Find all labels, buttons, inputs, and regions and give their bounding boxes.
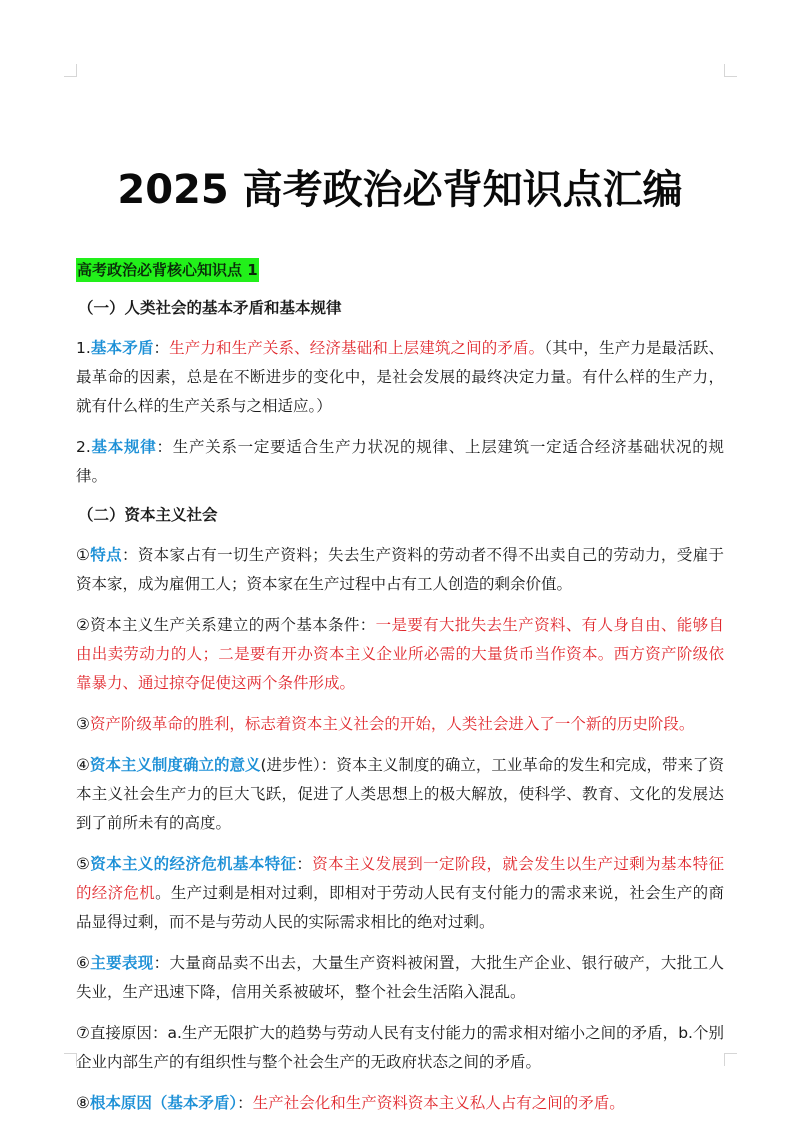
- term-label: 特点: [90, 546, 122, 564]
- body-text: 。生产过剩是相对过剩，即相对于劳动人民有支付能力的需求来说，社会生产的商品显得过剩，而不是与劳动人民的实际需求相比的绝对过剩。: [76, 884, 724, 931]
- crop-mark-top-left: [64, 64, 77, 77]
- item-number: ⑥: [76, 954, 91, 972]
- body-text: 生产关系一定要适合生产力状况的规律、上层建筑一定适合经济基础状况的规律。: [76, 438, 724, 485]
- paren-note: (进步性）：: [260, 756, 337, 774]
- body-text: （其中，生产力是最活跃、最革命的因素，总是在不断进步的变化中，是社会发展的最终决定力量。有什么样的生产力，就有什么样的生产关系与之相适应。）: [76, 339, 724, 415]
- item-number: ⑤: [76, 855, 91, 873]
- colon: ：: [237, 1094, 253, 1112]
- term-label: 主要表现: [90, 954, 154, 972]
- term-label: 资本主义的经济危机基本特征: [90, 855, 297, 873]
- paragraph-main-manifestations: [76, 949, 724, 1007]
- term-label: 基本规律: [90, 438, 157, 456]
- colon: ：: [121, 546, 138, 564]
- paragraph-direct-causes: [76, 1019, 724, 1077]
- highlight-heading: 高考政治必背核心知识点 1: [76, 258, 259, 282]
- highlight-heading-row: [76, 258, 724, 286]
- term-label: 基本矛盾: [90, 339, 154, 357]
- item-number: ②: [76, 616, 91, 634]
- term-label: 根本原因（基本矛盾）: [89, 1094, 238, 1112]
- crop-mark-top-right: [724, 64, 737, 77]
- colon: ：: [296, 855, 313, 873]
- body-text: 资本家占有一切生产资料；失去生产资料的劳动者不得不出卖自己的劳动力，受雇于资本家，成为雇佣工人；资本家在生产过程中占有工人创造的剩余价值。: [76, 546, 724, 593]
- emphasis-text: 资产阶级革命的胜利，标志着资本主义社会的开始，人类社会进入了一个新的历史阶段。: [89, 715, 695, 733]
- colon: ：: [156, 438, 173, 456]
- emphasis-text: 生产社会化和生产资料资本主义私人占有之间的矛盾。: [252, 1094, 625, 1112]
- item-number: ①: [76, 546, 91, 564]
- paragraph-two-conditions: [76, 611, 724, 698]
- section-heading-2: （二）资本主义社会: [78, 506, 218, 524]
- emphasis-text: 一是要有大批失去生产资料、有人身自由、能够自由出卖劳动力的人；二是要有开办资本主义企业所必需的大量货币当作资本。西方资产阶级依靠暴力、通过掠夺促使这两个条件形成。: [76, 616, 724, 692]
- item-number: 1.: [76, 339, 91, 357]
- item-number: ③: [76, 715, 90, 733]
- item-number: 2.: [76, 438, 91, 456]
- paragraph-revolution: [76, 710, 724, 739]
- paragraph-basic-contradiction: [76, 334, 724, 421]
- body-text: 直接原因：a.生产无限扩大的趋势与劳动人民有支付能力的需求相对缩小之间的矛盾，b.个别企业内部生产的有组织性与整个社会生产的无政府状态之间的矛盾。: [76, 1024, 724, 1071]
- colon: ：: [153, 339, 170, 357]
- body-text: 大量商品卖不出去，大量生产资料被闲置，大批生产企业、银行破产，大批工人失业，生产迅速下降，信用关系被破坏，整个社会生活陷入混乱。: [76, 954, 724, 1001]
- crop-mark-bottom-right: [724, 1053, 737, 1066]
- section-heading-1: （一）人类社会的基本矛盾和基本规律: [78, 299, 342, 317]
- emphasis-text: 生产力和生产关系、经济基础和上层建筑之间的矛盾。: [169, 339, 545, 357]
- body-text: 资本主义制度的确立，工业革命的发生和完成，带来了资本主义社会生产力的巨大飞跃，促进了人类思想上的极大解放，使科学、教育、文化的发展达到了前所未有的高度。: [76, 756, 724, 832]
- item-number: ⑧: [76, 1094, 90, 1112]
- paragraph-crisis-feature: [76, 850, 724, 937]
- item-number: ④: [76, 756, 90, 774]
- page-title: 2025 高考政治必背知识点汇编: [117, 167, 683, 213]
- paragraph-root-cause: [76, 1089, 724, 1118]
- lead-text: 资本主义生产关系建立的两个基本条件：: [90, 616, 376, 634]
- paragraph-basic-law: [76, 433, 724, 491]
- term-label: 资本主义制度确立的意义: [89, 756, 261, 774]
- emphasis-text: 资本主义发展到一定阶段，就会发生以生产过剩为基本特征的经济危机: [76, 855, 724, 902]
- paragraph-characteristics: [76, 541, 724, 599]
- paragraph-significance: [76, 751, 724, 838]
- colon: ：: [153, 954, 170, 972]
- document-body: [76, 258, 724, 1130]
- item-number: ⑦: [76, 1024, 90, 1042]
